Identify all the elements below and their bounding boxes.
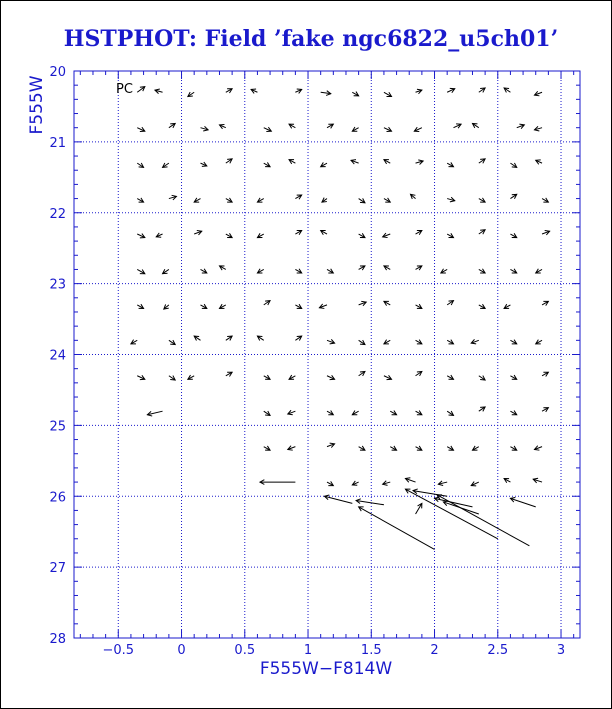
y-axis-label: F555W <box>27 75 47 135</box>
y-tick-label: 25 <box>49 419 66 435</box>
x-tick-label: 2.5 <box>487 643 509 658</box>
x-tick-label: 1.5 <box>360 643 382 658</box>
y-tick-label: 26 <box>49 490 66 506</box>
y-tick-label: 24 <box>49 348 66 364</box>
x-tick-label: −0.5 <box>102 643 135 658</box>
y-tick-label: 23 <box>49 277 66 293</box>
y-tick-label: 20 <box>49 65 66 80</box>
x-tick-label: 1 <box>303 643 313 658</box>
chart-title: HSTPHOT: Field ’fake ngc6822_u5ch01’ <box>63 26 559 52</box>
y-tick-label: 22 <box>49 206 66 222</box>
x-tick-label: 0.5 <box>234 643 256 658</box>
x-axis-label: F555W−F814W <box>259 659 393 679</box>
panel-label: PC <box>116 82 133 97</box>
x-tick-label: 3 <box>556 643 566 658</box>
y-tick-label: 21 <box>49 135 66 151</box>
y-tick-label: 28 <box>49 632 66 647</box>
x-tick-label: 0 <box>177 643 186 658</box>
y-tick-label: 27 <box>49 561 66 577</box>
x-tick-label: 2 <box>430 643 439 658</box>
